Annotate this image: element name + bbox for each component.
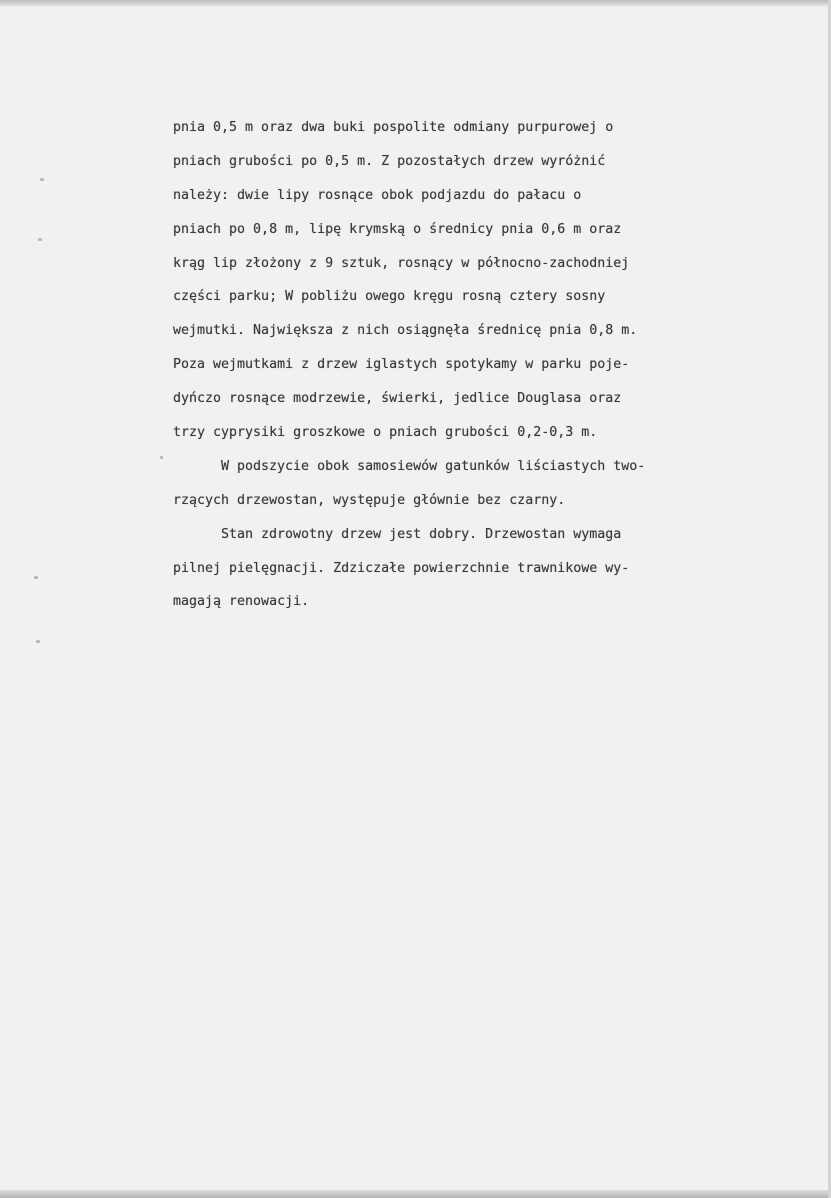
paper-speck bbox=[38, 238, 42, 241]
typewritten-text bbox=[173, 111, 773, 619]
text-line: wejmutki. Największa z nich osiągnęła średnicę pnia 0,8 m. bbox=[173, 323, 638, 339]
paragraph-start-line: W podszycie obok samosiewów gatunków liściastych two- bbox=[221, 458, 646, 474]
text-line: pniach grubości po 0,5 m. Z pozostałych drzew wyróżnić bbox=[173, 153, 606, 169]
text-line: krąg lip złożony z 9 sztuk, rosnący w północno-zachodniej bbox=[173, 255, 630, 271]
text-line: należy: dwie lipy rosnące obok podjazdu do pałacu o bbox=[173, 187, 582, 203]
text-line: rzących drzewostan, występuje głównie bez czarny. bbox=[173, 492, 566, 508]
paper-speck bbox=[36, 640, 40, 643]
text-line: części parku; W pobliżu owego kręgu rosną cztery sosny bbox=[173, 289, 606, 305]
text-line: pnia 0,5 m oraz dwa buki pospolite odmiany purpurowej o bbox=[173, 120, 614, 135]
paper-speck bbox=[160, 456, 163, 459]
text-line: magają renowacji. bbox=[173, 594, 310, 610]
text-line: pilnej pielęgnacji. Zdziczałe powierzchnie trawnikowe wy- bbox=[173, 560, 630, 576]
text-line: pniach po 0,8 m, lipę krymską o średnicy pnia 0,6 m oraz bbox=[173, 221, 622, 237]
text-line: trzy cyprysiki groszkowe o pniach grubości 0,2-0,3 m. bbox=[173, 425, 598, 441]
page-top-edge bbox=[0, 0, 831, 6]
text-line: dyńczo rosnące modrzewie, świerki, jedlice Douglasa oraz bbox=[173, 391, 622, 407]
page-bottom-edge bbox=[0, 1190, 831, 1198]
text-line: Poza wejmutkami z drzew iglastych spotykamy w parku poje- bbox=[173, 357, 630, 373]
paper-speck bbox=[40, 178, 44, 181]
paper-speck bbox=[34, 576, 38, 579]
paragraph-start-line: Stan zdrowotny drzew jest dobry. Drzewostan wymaga bbox=[221, 526, 622, 542]
